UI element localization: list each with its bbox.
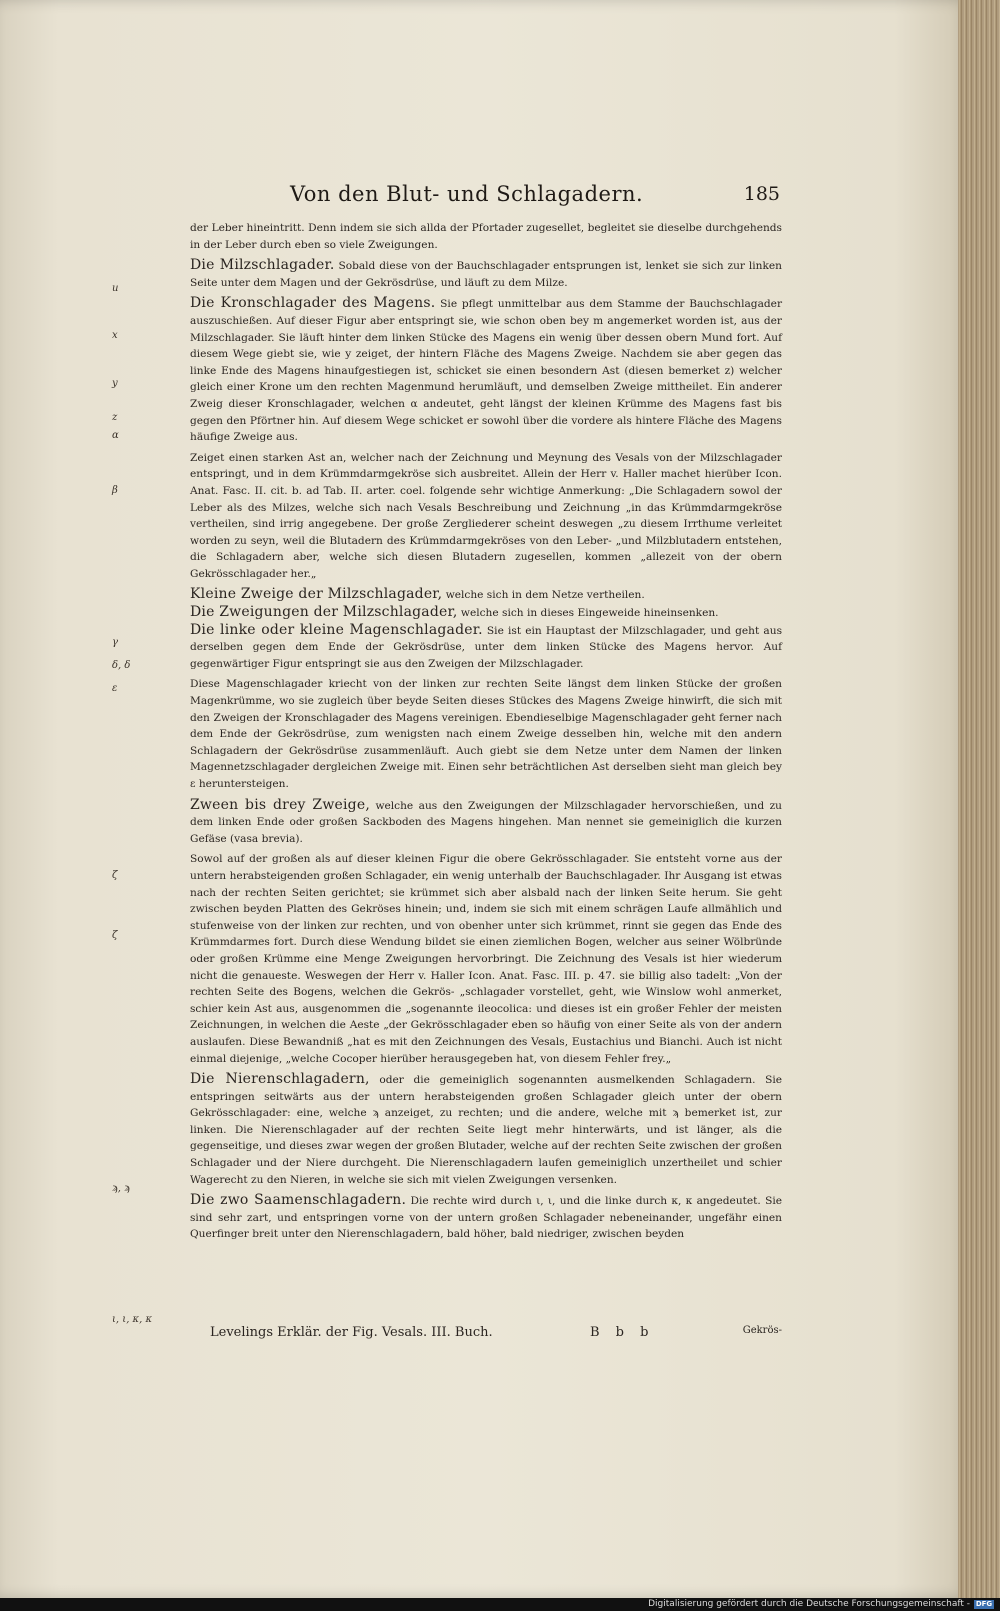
- paragraph-heading: Die Zweigungen der Milzschlagader,: [190, 604, 458, 621]
- paragraph: Die Zweigungen der Milzschlagader, welche sich in dieses Eingeweide hineinsenken.: [190, 604, 719, 621]
- page-footer: [210, 1325, 782, 1340]
- page-edge-stack: [958, 0, 1000, 1598]
- paragraph: Die Kronschlagader des Magens. Sie pflegt unmittelbar aus dem Stamme der Bauchschlagader auszuschießen. Auf dieser Figur aber entspringt sie, wie schon oben bey m angemerket worden ist, aus der Milzschlagader. Sie läuft hinter dem linken Stücke des Magens ein wenig über dessen obern Mund fort. Auf diesem Wege giebt sie, wie y zeiget, der hintern Fläche des Magens Zweige. Nachdem sie aber gegen das linke Ende des Magens hinaufgestiegen ist, schicket sie einen besondern Ast (diesen bemerket z) welcher gleich einer Krone um den rechten Magenmund herumläuft, und demselben Zweige mittheilet. Ein anderer Zweig dieser Kronschlagader, welchen α andeutet, geht längst der kleinen Krümme des Magens fast bis gegen den Pförtner hin. Auf diesem Wege schicket er sowohl über die vordere als hintere Fläche des Magens häufige Zweige aus.: [190, 295, 783, 444]
- paragraph: Die Nierenschlagadern, oder die gemeiniglich sogenannten ausmelkenden Schlagadern. Sie entspringen seitwärts aus der untern herabsteigenden großen Schlagader gleich unter der obern Gekrösschlagader: eine, welche ϡ anzeiget, zu rechten; und die andere, welche mit ϡ bemerket ist, zur linken. Die Nierenschlagader auf der rechten Seite liegt mehr hinterwärts, und ist länger, als die gegenseitige, und dieses zwar wegen der großen Blutader, welche auf der rechten Seite zwischen der großen Schlagader und der Niere durchgeht. Die Nierenschlagadern laufen gemeiniglich unzertheilet und schier Wagerecht zu den Nieren, in welche sie sich mit vielen Zweigungen versenken.: [190, 1071, 782, 1186]
- margin-note: y: [112, 378, 118, 389]
- signature-mark: B b b: [590, 1325, 655, 1340]
- page-header: [190, 182, 782, 220]
- running-title: Von den Blut- und Schlagadern.: [290, 182, 644, 206]
- margin-note: ζ: [112, 930, 118, 941]
- paragraph: Sowol auf der großen als auf dieser kleinen Figur die obere Gekrösschlagader. Sie entsteht vorne aus der untern herabsteigenden großen Schlagader, ein wenig unterhalb der Bauchschlagader. Ihr Ausgang ist etwas nach der rechten Seiten gerichtet; sie krümmet sich aber alsbald nach der linken Seite herum. Sie geht zwischen beyden Platten des Gekröses hinein; und, indem sie sich mit einem schrägen Laufe allmählich und stufenweise von der linken zur rechten, und von obenher unter sich krümmet, rinnt sie gegen das Ende des Krümmdarmes fort. Durch diese Wendung bildet sie einen ziemlichen Bogen, welcher aus seiner Wölbründe oder großen Krümme eine Menge Zweigungen hervorbringt. Die Zeichnung des Vesals ist hier wiederum nicht die genaueste. Weswegen der Herr v. Haller Icon. Anat. Fasc. III. p. 47. sie billig also tadelt: „Von der rechten Seite des Bogens, welchen die Gekrös- „schlagader vorstellet, geht, wie Winslow wohl anmerket, schier kein Ast aus, ausgenommen die „sogenannte ileocolica: und dieses ist ein großer Fehler der meisten Zeichnungen, in welchen die Aeste „der Gekrösschlagader eben so häufig von einer Seite als von der andern auslaufen. Diese Bewandniß „hat es mit den Zeichnungen des Vesals, Eustachius und Bianchi. Auch ist nicht einmal diejenige, „welche Cocoper hierüber herausgegeben hat, von diesem Fehler frey.„: [190, 853, 782, 1065]
- margin-note: α: [112, 430, 119, 441]
- page-text: [190, 182, 783, 1243]
- margin-note: z: [112, 412, 118, 423]
- credit-text: Digitalisierung gefördert durch die Deutsche Forschungsgemeinschaft -: [648, 1599, 970, 1609]
- margin-note: ε: [112, 683, 118, 694]
- book-title-footer: Levelings Erklär. der Fig. Vesals. III. Buch.: [210, 1325, 493, 1340]
- paragraph-heading: Die Nierenschlagadern,: [190, 1071, 370, 1088]
- margin-note: γ: [112, 637, 118, 648]
- margin-note: β: [112, 485, 118, 496]
- paragraph: Die linke oder kleine Magenschlagader. Sie ist ein Hauptast der Milzschlagader, und geht aus derselben gegen dem Ende der Gekrösdrüse, unter dem linken Stücke des Magens hervor. Auf gegenwärtiger Figur entspringt sie aus den Zweigen der Milzschlagader.: [190, 621, 782, 670]
- margin-note: ζ: [112, 870, 118, 881]
- paragraph: der Leber hineintritt. Denn indem sie sich allda der Pfortader zugesellet, begleitet sie dieselbe durchgehends in der Leber durch eben so viele Zweigungen.: [190, 222, 782, 251]
- margin-note: x: [112, 330, 118, 341]
- paragraph-heading: Zween bis drey Zweige,: [190, 796, 370, 813]
- paragraph: Die zwo Saamenschlagadern. Die rechte wird durch ι, ι, und die linke durch κ, κ angedeutet. Sie sind sehr zart, und entspringen vorne von der untern großen Schlagader nebeneinander, ungefähr einen Querfinger breit unter den Nierenschlagadern, bald höher, bald niedriger, zwischen beyden: [190, 1192, 782, 1241]
- digitization-credit-bar: [0, 1598, 1000, 1611]
- margin-note: u: [112, 283, 119, 294]
- margin-note: ϡ, ϡ: [112, 1183, 130, 1194]
- margin-note: δ, δ: [112, 660, 131, 671]
- catchword: Gekrös-: [742, 1325, 782, 1336]
- paragraph: Die Milzschlagader. Sobald diese von der Bauchschlagader entsprungen ist, lenket sie sich zur linken Seite unter dem Magen und der Gekrösdrüse, und läuft zu dem Milze.: [190, 257, 783, 289]
- paragraph-heading: Die Kronschlagader des Magens.: [190, 295, 436, 312]
- paragraph: Zeiget einen starken Ast an, welcher nach der Zeichnung und Meynung des Vesals von der Milzschlagader entspringt, und in dem Krümmdarmgekröse sich ausbreitet. Allein der Herr v. Haller machet hierüber Icon. Anat. Fasc. II. cit. b. ad Tab. II. arter. coel. folgende sehr wichtige Anmerkung: „Die Schlagadern sowol der Leber als des Milzes, welche sich nach Vesals Beschreibung und Zeichnung „in das Krümmdarmgekröse vertheilen, sind irrig angegebene. Der große Zergliederer scheint deswegen „zu diesem Irrthume verleitet worden zu seyn, weil die Blutadern des Krümmdarmgekröses von den Leber- „und Milzblutadern entstehen, die Schlagadern aber, welche sich diesen Blutadern zugesellen, kommen „allezeit von der obern Gekrösschlagader her.„: [190, 451, 782, 580]
- paragraph-heading: Die linke oder kleine Magenschlagader.: [190, 621, 483, 638]
- dfg-logo-icon: DFG: [975, 1600, 993, 1608]
- paragraph: Zween bis drey Zweige, welche aus den Zweigungen der Milzschlagader hervorschießen, und zu dem linken Ende oder großen Sackboden des Magens hingehen. Man nennet sie gemeiniglich die kurzen Gefäse (vasa brevia).: [190, 796, 782, 845]
- page-number: 185: [743, 183, 780, 205]
- paragraph-heading: Die zwo Saamenschlagadern.: [190, 1192, 407, 1209]
- paragraph: Kleine Zweige der Milzschlagader, welche sich in dem Netze vertheilen.: [190, 586, 645, 603]
- paragraph: Diese Magenschlagader kriecht von der linken zur rechten Seite längst dem linken Stücke der großen Magenkrümme, wo sie zugleich über beyde Seiten dieses Stückes des Magens Zweige hinwirft, die sich mit den Zweigen der Kronschlagader des Magens vereinigen. Ebendieselbige Magenschlagader geht ferner nach dem Ende der Gekrösdrüse, zum wenigsten nach einem Zweige desselben hin, welche mit den andern Schlagadern der Gekrösdrüse zusammenläuft. Auch giebt sie dem Netze unter dem Namen der linken Magennetzschlagader dergleichen Zweige mit. Einen sehr beträchtlichen Ast derselben sieht man gleich bey ε heruntersteigen.: [190, 678, 782, 790]
- paragraph-heading: Die Milzschlagader.: [190, 257, 335, 274]
- paragraph-heading: Kleine Zweige der Milzschlagader,: [190, 586, 443, 603]
- margin-note: ι, ι, κ, κ: [112, 1314, 153, 1325]
